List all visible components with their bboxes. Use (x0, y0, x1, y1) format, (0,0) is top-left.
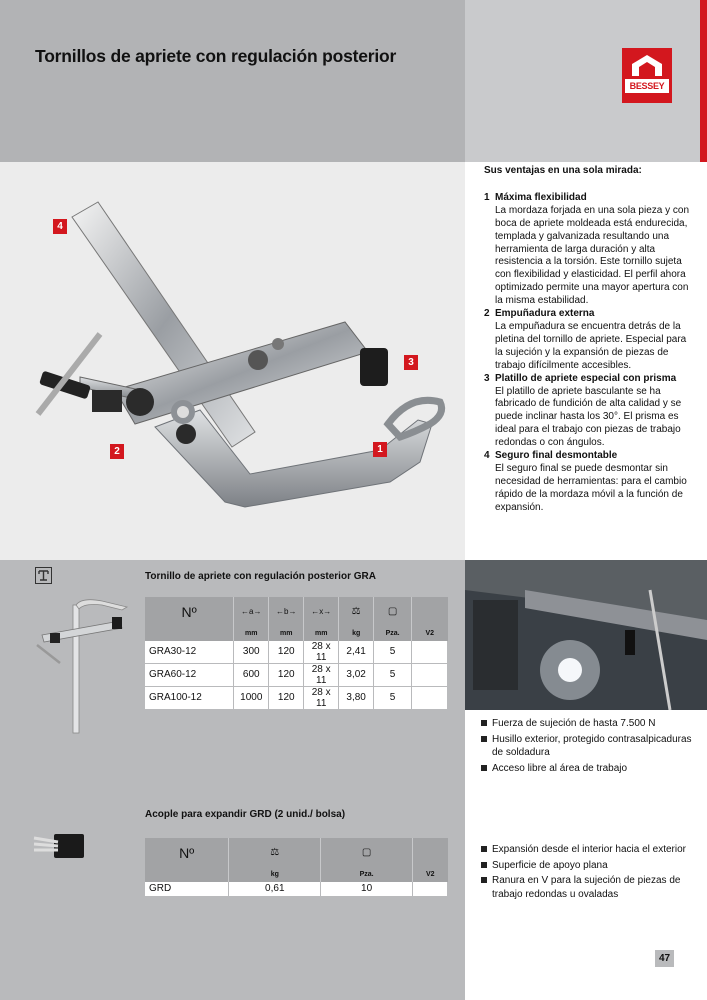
bullet-item: Fuerza de sujeción de hasta 7.500 N (481, 717, 696, 731)
grd-table (145, 838, 448, 897)
callout-4: 4 (53, 219, 67, 234)
unit-cell: mm (234, 626, 269, 641)
cell: 28 x 11 (304, 641, 339, 664)
advantage-text: La mordaza forjada en una sola pieza y con boca de apriete moldeada está endurecida, templada y galvanizada resultando una herramienta de larga duración y alta resistencia a la torsión. Este tornillo sujeta con flexibilidad y elasticidad. El perfil ahora optimizado permite una mayor apertura con la misma estabilidad. (495, 204, 690, 307)
callout-2: 2 (110, 444, 124, 459)
unit-cell: V2 (412, 626, 448, 641)
clamp-product-photo (0, 162, 465, 560)
advantages-list (484, 165, 689, 515)
col-a: ←a→ (234, 597, 269, 626)
bullet-item: Superficie de apoyo plana (481, 859, 696, 873)
bullet-item: Acceso libre al área de trabajo (481, 762, 696, 776)
header-band (0, 0, 465, 162)
page-number: 47 (655, 950, 674, 967)
advantage-number: 1 (484, 191, 490, 203)
col-x: ←x→ (304, 597, 339, 626)
table-row (145, 882, 448, 897)
advantage-item (484, 373, 689, 450)
cell: 0,61 (229, 882, 321, 897)
advantage-number: 2 (484, 308, 490, 320)
cell: 3,02 (339, 663, 374, 686)
cell: 28 x 11 (304, 686, 339, 709)
grd-product-image (32, 832, 87, 862)
advantage-title: Empuñadura externa (495, 308, 595, 320)
unit-cell: Pza. (374, 626, 412, 641)
advantage-title: Máxima flexibilidad (495, 191, 587, 203)
gra-product-image (32, 595, 132, 735)
logo-arrow-icon (622, 50, 672, 80)
col-no: Nº (145, 597, 234, 626)
advantages-heading: Sus ventajas en una sola mirada: (484, 165, 642, 176)
grd-section-title: Acople para expandir GRD (2 unid./ bolsa) (145, 809, 346, 820)
weight-icon: ⚖ (339, 597, 374, 626)
cell: 1000 (234, 686, 269, 709)
gra-table (145, 597, 448, 710)
cell: 2,41 (339, 641, 374, 664)
advantage-text: El platillo de apriete basculante se ha fabricado de fundición de alta calidad y se puede inclinar hasta los 30°. El prisma es ideal para el trabajo con piezas de trabajo redondas o con ángulos. (495, 385, 682, 449)
unit-cell (145, 626, 234, 641)
advantage-number: 3 (484, 372, 490, 384)
callout-1: 1 (373, 442, 387, 457)
cell: GRA60-12 (145, 663, 234, 686)
cell: 5 (374, 686, 412, 709)
unit-cell: V2 (413, 867, 448, 882)
advantage-item (484, 450, 689, 515)
cell: GRA100-12 (145, 686, 234, 709)
unit-cell: Pza. (321, 867, 413, 882)
cell (412, 641, 448, 664)
cell (413, 882, 448, 897)
gra-section-title: Tornillo de apriete con regulación posterior GRA (145, 571, 376, 582)
cell: 5 (374, 641, 412, 664)
col-no: Nº (145, 838, 229, 867)
cell: 3,80 (339, 686, 374, 709)
bullet-item: Husillo exterior, protegido contrasalpicaduras de soldadura (481, 733, 696, 760)
unit-cell: kg (339, 626, 374, 641)
advantage-number: 4 (484, 450, 490, 462)
unit-cell (145, 867, 229, 882)
cell: 10 (321, 882, 413, 897)
advantage-text: La empuñadura se encuentra detrás de la pletina del tornillo de apriete. Especial para la sujeción y la expansión de piezas de trabajo difícilmente accesibles. (495, 320, 687, 371)
cell: GRA30-12 (145, 641, 234, 664)
advantage-title: Seguro final desmontable (495, 450, 618, 462)
unit-cell: mm (304, 626, 339, 641)
table-row (145, 641, 448, 664)
cell: 120 (269, 663, 304, 686)
table-row (145, 663, 448, 686)
col-v2 (412, 597, 448, 626)
workshop-photo (465, 560, 707, 710)
cell: GRD (145, 882, 229, 897)
unit-cell: kg (229, 867, 321, 882)
bessey-logo (622, 48, 672, 103)
cell: 600 (234, 663, 269, 686)
red-edge-stripe (700, 0, 707, 162)
logo-wordmark: BESSEY (625, 79, 669, 93)
bullet-item: Ranura en V para la sujeción de piezas de trabajo redondas u ovaladas (481, 874, 696, 901)
table-row (145, 686, 448, 709)
grd-bullets (481, 843, 696, 903)
gra-bullets (481, 717, 696, 777)
advantage-title: Platillo de apriete especial con prisma (495, 372, 677, 384)
advantage-text: El seguro final se puede desmontar sin necesidad de herramientas: para el cambio rápido de la mordaza móvil a la función de expansión. (495, 462, 687, 513)
cell (412, 663, 448, 686)
page-title: Tornillos de apriete con regulación posterior (35, 46, 397, 66)
callout-3: 3 (404, 355, 418, 370)
unit-cell: mm (269, 626, 304, 641)
advantage-item (484, 192, 689, 308)
cell (412, 686, 448, 709)
cell: 28 x 11 (304, 663, 339, 686)
cell: 120 (269, 641, 304, 664)
clamp-type-icon (35, 567, 52, 584)
col-v2 (413, 838, 448, 867)
cell: 120 (269, 686, 304, 709)
weight-icon: ⚖ (229, 838, 321, 867)
cell: 5 (374, 663, 412, 686)
package-icon: ▢ (321, 838, 413, 867)
bullet-item: Expansión desde el interior hacia el exterior (481, 843, 696, 857)
advantage-item (484, 308, 689, 373)
package-icon: ▢ (374, 597, 412, 626)
cell: 300 (234, 641, 269, 664)
col-b: ←b→ (269, 597, 304, 626)
